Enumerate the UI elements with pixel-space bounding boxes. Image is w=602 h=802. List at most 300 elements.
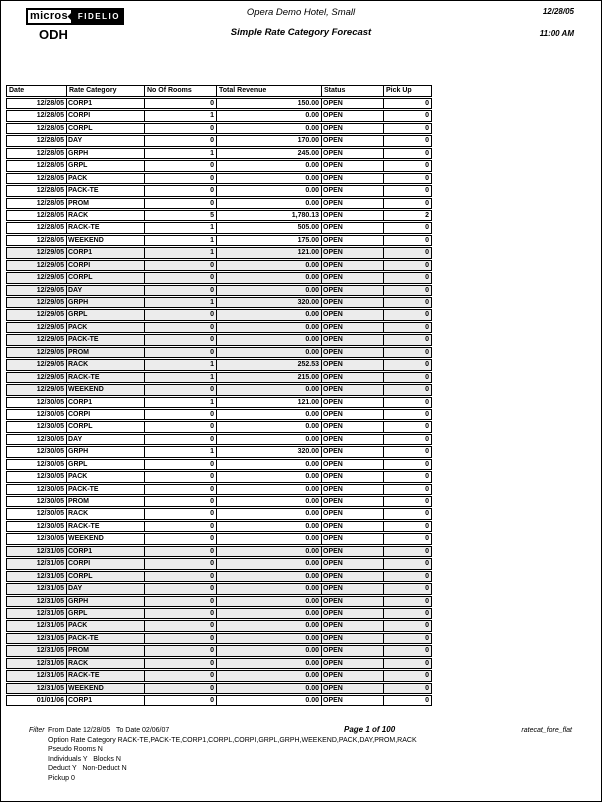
column-header-status: Status	[322, 86, 384, 96]
table-row	[6, 210, 432, 221]
date-cell: 12/31/05	[7, 684, 67, 693]
total-revenue-cell: 170.00	[217, 136, 322, 145]
status-cell: OPEN	[322, 696, 384, 705]
date-cell: 12/31/05	[7, 659, 67, 668]
rate-category-cell: RACK	[67, 659, 145, 668]
pick-up-cell: 0	[425, 622, 429, 630]
date-cell: 12/28/05	[7, 136, 67, 145]
pick-up-cell: 0	[425, 547, 429, 555]
status-cell: OPEN	[322, 398, 384, 407]
no-of-rooms-cell: 0	[145, 584, 217, 593]
table-row	[6, 571, 432, 582]
total-revenue-cell: 0.00	[217, 684, 322, 693]
status-cell: OPEN	[322, 236, 384, 245]
no-of-rooms-cell: 0	[145, 199, 217, 208]
rate-category-cell: CORPI	[67, 410, 145, 419]
table-row	[6, 309, 432, 320]
rate-category-cell: PACK	[67, 621, 145, 630]
pick-up-cell: 0	[425, 112, 429, 120]
table-row	[6, 235, 432, 246]
rate-category-cell: GRPH	[67, 298, 145, 307]
date-cell: 12/31/05	[7, 646, 67, 655]
no-of-rooms-cell: 0	[145, 597, 217, 606]
date-cell: 12/28/05	[7, 199, 67, 208]
pick-up-cell: 0	[425, 386, 429, 394]
date-cell: 12/28/05	[7, 186, 67, 195]
status-cell: OPEN	[322, 360, 384, 369]
total-revenue-cell: 0.00	[217, 410, 322, 419]
filter-individuals-blocks: Individuals Y Blocks N	[48, 755, 121, 763]
pick-up-cell: 0	[425, 572, 429, 580]
date-cell: 12/29/05	[7, 323, 67, 332]
rate-category-cell: PROM	[67, 646, 145, 655]
no-of-rooms-cell: 0	[145, 410, 217, 419]
status-cell: OPEN	[322, 298, 384, 307]
date-cell: 12/29/05	[7, 373, 67, 382]
no-of-rooms-cell: 0	[145, 609, 217, 618]
total-revenue-cell: 0.00	[217, 522, 322, 531]
date-cell: 12/31/05	[7, 572, 67, 581]
rate-category-cell: PACK-TE	[67, 335, 145, 344]
rate-category-cell: CORPL	[67, 572, 145, 581]
total-revenue-cell: 320.00	[217, 298, 322, 307]
status-cell: OPEN	[322, 111, 384, 120]
date-cell: 12/29/05	[7, 360, 67, 369]
no-of-rooms-cell: 0	[145, 310, 217, 319]
status-cell: OPEN	[322, 323, 384, 332]
pick-up-cell: 0	[425, 448, 429, 456]
status-cell: OPEN	[322, 149, 384, 158]
no-of-rooms-cell: 0	[145, 472, 217, 481]
rate-category-cell: RACK	[67, 360, 145, 369]
total-revenue-cell: 0.00	[217, 634, 322, 643]
total-revenue-cell: 0.00	[217, 609, 322, 618]
total-revenue-cell: 121.00	[217, 398, 322, 407]
date-cell: 12/31/05	[7, 559, 67, 568]
status-cell: OPEN	[322, 286, 384, 295]
hotel-name: Opera Demo Hotel, Small	[246, 7, 356, 18]
page-number: Page 1 of 100	[344, 725, 396, 734]
rate-category-cell: RACK-TE	[67, 671, 145, 680]
pick-up-cell: 2	[425, 211, 429, 219]
pick-up-cell: 0	[425, 560, 429, 568]
no-of-rooms-cell: 1	[145, 248, 217, 257]
pick-up-cell: 0	[425, 323, 429, 331]
fidelio-logo-text: FIDELIO	[72, 8, 124, 25]
rate-category-cell: PACK	[67, 323, 145, 332]
no-of-rooms-cell: 0	[145, 174, 217, 183]
rate-category-cell: CORPI	[67, 111, 145, 120]
date-cell: 12/30/05	[7, 422, 67, 431]
table-row	[6, 434, 432, 445]
table-row	[6, 98, 432, 109]
rate-category-cell: WEEKEND	[67, 385, 145, 394]
rate-category-cell: CORPL	[67, 422, 145, 431]
date-cell: 12/31/05	[7, 547, 67, 556]
table-row	[6, 558, 432, 569]
total-revenue-cell: 0.00	[217, 547, 322, 556]
rate-category-cell: CORPL	[67, 273, 145, 282]
total-revenue-cell: 121.00	[217, 248, 322, 257]
date-cell: 12/28/05	[7, 211, 67, 220]
no-of-rooms-cell: 0	[145, 547, 217, 556]
table-row	[6, 285, 432, 296]
no-of-rooms-cell: 0	[145, 261, 217, 270]
rate-category-cell: RACK-TE	[67, 522, 145, 531]
rate-category-cell: WEEKEND	[67, 236, 145, 245]
no-of-rooms-cell: 0	[145, 485, 217, 494]
table-row	[6, 508, 432, 519]
total-revenue-cell: 0.00	[217, 385, 322, 394]
table-row	[6, 123, 432, 134]
pick-up-cell: 0	[425, 498, 429, 505]
rate-category-cell: PACK-TE	[67, 634, 145, 643]
table-row	[6, 683, 432, 694]
pick-up-cell: 0	[425, 199, 429, 207]
pick-up-cell: 0	[425, 348, 429, 356]
status-cell: OPEN	[322, 534, 384, 543]
status-cell: OPEN	[322, 447, 384, 456]
rate-category-cell: WEEKEND	[67, 684, 145, 693]
pick-up-cell: 0	[425, 361, 429, 369]
status-cell: OPEN	[322, 509, 384, 518]
status-cell: OPEN	[322, 261, 384, 270]
table-row	[6, 173, 432, 184]
rate-category-cell: CORP1	[67, 248, 145, 257]
no-of-rooms-cell: 0	[145, 559, 217, 568]
pick-up-cell: 0	[425, 336, 429, 344]
status-cell: OPEN	[322, 385, 384, 394]
no-of-rooms-cell: 0	[145, 323, 217, 332]
table-row	[6, 198, 432, 209]
column-header-rate-category: Rate Category	[67, 86, 145, 96]
table-row	[6, 272, 432, 283]
total-revenue-cell: 0.00	[217, 584, 322, 593]
rate-category-cell: PROM	[67, 497, 145, 506]
table-row	[6, 670, 432, 681]
no-of-rooms-cell: 0	[145, 348, 217, 357]
property-code: ODH	[39, 27, 68, 42]
table-row	[6, 546, 432, 557]
pick-up-cell: 0	[425, 236, 429, 244]
rate-category-cell: DAY	[67, 435, 145, 444]
micros-logo-text: micros	[26, 8, 73, 25]
pick-up-cell: 0	[425, 485, 429, 493]
no-of-rooms-cell: 0	[145, 634, 217, 643]
date-cell: 12/30/05	[7, 497, 67, 506]
print-date: 12/28/05	[542, 7, 574, 16]
table-row	[6, 260, 432, 271]
table-row	[6, 471, 432, 482]
total-revenue-cell: 0.00	[217, 161, 322, 170]
date-cell: 12/31/05	[7, 584, 67, 593]
rate-category-cell: RACK-TE	[67, 373, 145, 382]
table-row	[6, 334, 432, 345]
table-row	[6, 658, 432, 669]
total-revenue-cell: 215.00	[217, 373, 322, 382]
total-revenue-cell: 0.00	[217, 422, 322, 431]
date-cell: 12/28/05	[7, 99, 67, 108]
no-of-rooms-cell: 1	[145, 360, 217, 369]
status-cell: OPEN	[322, 335, 384, 344]
pick-up-cell: 0	[425, 672, 429, 680]
total-revenue-cell: 0.00	[217, 335, 322, 344]
total-revenue-cell: 0.00	[217, 534, 322, 543]
no-of-rooms-cell: 0	[145, 522, 217, 531]
total-revenue-cell: 0.00	[217, 671, 322, 680]
total-revenue-cell: 0.00	[217, 348, 322, 357]
rate-category-cell: CORPL	[67, 124, 145, 133]
total-revenue-cell: 175.00	[217, 236, 322, 245]
date-cell: 01/01/06	[7, 696, 67, 705]
rate-category-cell: DAY	[67, 136, 145, 145]
status-cell: OPEN	[322, 684, 384, 693]
rate-category-cell: GRPL	[67, 609, 145, 618]
date-cell: 12/28/05	[7, 124, 67, 133]
table-body	[6, 98, 432, 706]
no-of-rooms-cell: 0	[145, 659, 217, 668]
date-cell: 12/28/05	[7, 161, 67, 170]
no-of-rooms-cell: 0	[145, 572, 217, 581]
status-cell: OPEN	[322, 646, 384, 655]
rate-category-cell: GRPH	[67, 149, 145, 158]
no-of-rooms-cell: 0	[145, 335, 217, 344]
filter-deduct: Deduct Y Non-Deduct N	[48, 765, 127, 772]
status-cell: OPEN	[322, 174, 384, 183]
status-cell: OPEN	[322, 435, 384, 444]
table-row	[6, 484, 432, 495]
table-row	[6, 160, 432, 171]
table-row	[6, 583, 432, 594]
table-row	[6, 222, 432, 233]
date-cell: 12/30/05	[7, 435, 67, 444]
table-row	[6, 633, 432, 644]
pick-up-cell: 0	[425, 609, 429, 617]
no-of-rooms-cell: 0	[145, 273, 217, 282]
date-cell: 12/30/05	[7, 534, 67, 543]
date-cell: 12/31/05	[7, 671, 67, 680]
no-of-rooms-cell: 1	[145, 298, 217, 307]
no-of-rooms-cell: 1	[145, 398, 217, 407]
table-row	[6, 409, 432, 420]
date-cell: 12/29/05	[7, 385, 67, 394]
table-row	[6, 521, 432, 532]
filter-pickup: Pickup 0	[48, 774, 75, 782]
date-cell: 12/31/05	[7, 609, 67, 618]
pick-up-cell: 0	[425, 224, 429, 232]
pick-up-cell: 0	[425, 174, 429, 182]
total-revenue-cell: 0.00	[217, 124, 322, 133]
date-cell: 12/28/05	[7, 149, 67, 158]
status-cell: OPEN	[322, 621, 384, 630]
pick-up-cell: 0	[425, 124, 429, 132]
rate-category-cell: GRPL	[67, 460, 145, 469]
status-cell: OPEN	[322, 572, 384, 581]
status-cell: OPEN	[322, 497, 384, 506]
status-cell: OPEN	[322, 273, 384, 282]
status-cell: OPEN	[322, 186, 384, 195]
status-cell: OPEN	[322, 211, 384, 220]
total-revenue-cell: 0.00	[217, 497, 322, 506]
no-of-rooms-cell: 0	[145, 186, 217, 195]
date-cell: 12/29/05	[7, 261, 67, 270]
date-cell: 12/31/05	[7, 597, 67, 606]
table-row	[6, 608, 432, 619]
status-cell: OPEN	[322, 597, 384, 606]
pick-up-cell: 0	[425, 423, 429, 431]
date-cell: 12/29/05	[7, 286, 67, 295]
date-cell: 12/28/05	[7, 111, 67, 120]
date-cell: 12/30/05	[7, 522, 67, 531]
table-header-row	[6, 85, 432, 97]
pick-up-cell: 0	[425, 373, 429, 381]
date-cell: 12/29/05	[7, 273, 67, 282]
total-revenue-cell: 252.53	[217, 360, 322, 369]
total-revenue-cell: 0.00	[217, 261, 322, 270]
pick-up-cell: 0	[425, 659, 429, 667]
total-revenue-cell: 0.00	[217, 286, 322, 295]
filter-date-range: From Date 12/28/05 To Date 02/06/07	[48, 727, 170, 734]
rate-category-cell: CORP1	[67, 99, 145, 108]
date-cell: 12/31/05	[7, 621, 67, 630]
pick-up-cell: 0	[425, 585, 429, 593]
pick-up-cell: 0	[425, 286, 429, 294]
date-cell: 12/29/05	[7, 298, 67, 307]
table-row	[6, 596, 432, 607]
total-revenue-cell: 0.00	[217, 199, 322, 208]
table-row	[6, 496, 432, 507]
table-row	[6, 533, 432, 544]
no-of-rooms-cell: 0	[145, 385, 217, 394]
filter-label: Filter	[29, 727, 45, 734]
rate-category-cell: PACK	[67, 472, 145, 481]
no-of-rooms-cell: 5	[145, 211, 217, 220]
table-row	[6, 645, 432, 656]
page-title: Simple Rate Category Forecast	[230, 27, 372, 38]
date-cell: 12/28/05	[7, 174, 67, 183]
rate-category-cell: RACK	[67, 211, 145, 220]
table-row	[6, 247, 432, 258]
no-of-rooms-cell: 0	[145, 497, 217, 506]
forecast-table	[6, 85, 432, 706]
no-of-rooms-cell: 1	[145, 111, 217, 120]
status-cell: OPEN	[322, 584, 384, 593]
table-row	[6, 695, 432, 706]
table-row	[6, 397, 432, 408]
rate-category-cell: PACK	[67, 174, 145, 183]
pick-up-cell: 0	[425, 522, 429, 530]
total-revenue-cell: 505.00	[217, 223, 322, 232]
table-row	[6, 620, 432, 631]
pick-up-cell: 0	[425, 137, 429, 145]
total-revenue-cell: 0.00	[217, 485, 322, 494]
total-revenue-cell: 0.00	[217, 509, 322, 518]
status-cell: OPEN	[322, 248, 384, 257]
no-of-rooms-cell: 0	[145, 161, 217, 170]
pick-up-cell: 0	[425, 597, 429, 605]
status-cell: OPEN	[322, 348, 384, 357]
pick-up-cell: 0	[425, 473, 429, 481]
status-cell: OPEN	[322, 310, 384, 319]
status-cell: OPEN	[322, 161, 384, 170]
total-revenue-cell: 0.00	[217, 323, 322, 332]
column-header-date: Date	[7, 86, 67, 96]
no-of-rooms-cell: 0	[145, 460, 217, 469]
no-of-rooms-cell: 0	[145, 684, 217, 693]
total-revenue-cell: 0.00	[217, 472, 322, 481]
pick-up-cell: 0	[425, 149, 429, 157]
pick-up-cell: 0	[425, 697, 429, 704]
rate-category-cell: CORPI	[67, 261, 145, 270]
print-time: 11:00 AM	[539, 29, 574, 38]
pick-up-cell: 0	[425, 460, 429, 468]
rate-category-cell: RACK	[67, 509, 145, 518]
pick-up-cell: 0	[425, 162, 429, 170]
total-revenue-cell: 0.00	[217, 572, 322, 581]
total-revenue-cell: 0.00	[217, 559, 322, 568]
table-row	[6, 446, 432, 457]
column-header-pick-up: Pick Up	[386, 87, 412, 94]
status-cell: OPEN	[322, 634, 384, 643]
pick-up-cell: 0	[425, 187, 429, 195]
rate-category-cell: DAY	[67, 286, 145, 295]
date-cell: 12/30/05	[7, 509, 67, 518]
table-row	[6, 347, 432, 358]
total-revenue-cell: 0.00	[217, 659, 322, 668]
table-row	[6, 185, 432, 196]
pick-up-cell: 0	[425, 634, 429, 642]
column-header-total-revenue: Total Revenue	[217, 86, 322, 96]
no-of-rooms-cell: 0	[145, 422, 217, 431]
status-cell: OPEN	[322, 422, 384, 431]
total-revenue-cell: 320.00	[217, 447, 322, 456]
date-cell: 12/30/05	[7, 472, 67, 481]
no-of-rooms-cell: 0	[145, 99, 217, 108]
date-cell: 12/29/05	[7, 310, 67, 319]
rate-category-cell: CORP1	[67, 696, 145, 705]
total-revenue-cell: 150.00	[217, 99, 322, 108]
rate-category-cell: CORPI	[67, 559, 145, 568]
status-cell: OPEN	[322, 99, 384, 108]
rate-category-cell: PROM	[67, 199, 145, 208]
table-row	[6, 372, 432, 383]
rate-category-cell: CORP1	[67, 547, 145, 556]
table-row	[6, 421, 432, 432]
total-revenue-cell: 0.00	[217, 174, 322, 183]
date-cell: 12/30/05	[7, 447, 67, 456]
pick-up-cell: 0	[425, 410, 429, 418]
status-cell: OPEN	[322, 472, 384, 481]
status-cell: OPEN	[322, 460, 384, 469]
total-revenue-cell: 0.00	[217, 597, 322, 606]
no-of-rooms-cell: 1	[145, 223, 217, 232]
no-of-rooms-cell: 0	[145, 534, 217, 543]
status-cell: OPEN	[322, 485, 384, 494]
no-of-rooms-cell: 0	[145, 671, 217, 680]
total-revenue-cell: 0.00	[217, 186, 322, 195]
total-revenue-cell: 0.00	[217, 696, 322, 705]
report-file-name: ratecat_fore_flat	[521, 727, 572, 734]
table-row	[6, 148, 432, 159]
date-cell: 12/30/05	[7, 410, 67, 419]
no-of-rooms-cell: 1	[145, 373, 217, 382]
status-cell: OPEN	[322, 609, 384, 618]
status-cell: OPEN	[322, 671, 384, 680]
rate-category-cell: GRPH	[67, 597, 145, 606]
column-header-no-of-rooms: No Of Rooms	[145, 86, 217, 96]
rate-category-cell: PACK-TE	[67, 186, 145, 195]
table-row	[6, 110, 432, 121]
